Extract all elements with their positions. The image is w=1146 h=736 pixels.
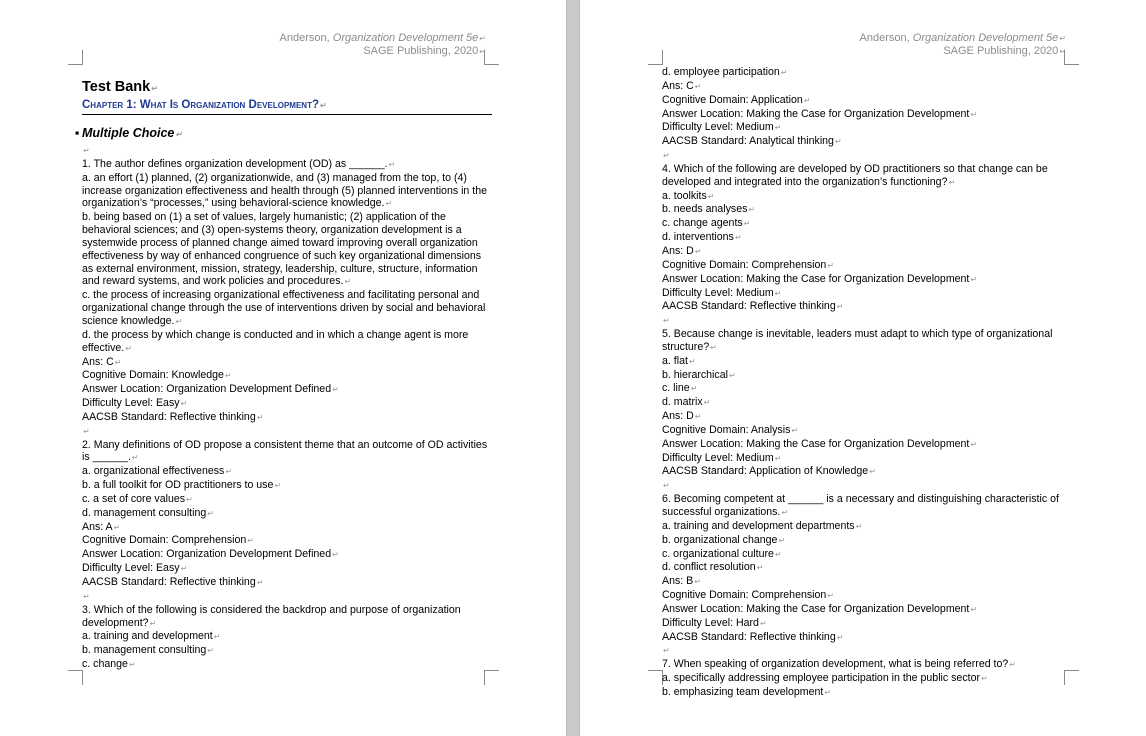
paragraph: Difficulty Level: Easy↵: [82, 562, 188, 575]
paragraph-mark: ↵: [225, 467, 233, 477]
paragraph-mark: ↵: [734, 233, 742, 243]
paragraph-mark: ↵: [332, 385, 339, 395]
paragraph: d. interventions↵: [662, 231, 742, 244]
paragraph-mark: ↵: [663, 481, 670, 491]
paragraph: Difficulty Level: Medium↵: [662, 451, 782, 464]
paragraph: Answer Location: Organization Development Defined↵: [82, 548, 339, 561]
paragraph-mark: ↵: [827, 260, 834, 270]
crop-mark-top-left: [648, 50, 663, 65]
paragraph: c. line↵: [662, 382, 698, 395]
paragraph: AACSB Standard: Reflective thinking↵: [82, 410, 264, 423]
paragraph: Cognitive Domain: Comprehension↵: [662, 589, 834, 602]
paragraph-mark: ↵: [970, 604, 978, 614]
chapter-heading: Chapter 1: What Is Organization Development?↵: [82, 98, 492, 115]
crop-mark-bottom-left: [68, 670, 83, 685]
paragraph-mark: ↵: [869, 467, 876, 477]
paragraph: Cognitive Domain: Analysis↵: [662, 423, 799, 436]
document-page-left[interactable]: [0, 0, 566, 736]
paragraph: AACSB Standard: Reflective thinking↵: [662, 630, 844, 643]
paragraph: d. the process by which change is conducted and in which a change agent is more effective.↵: [82, 328, 469, 354]
paragraph: Difficulty Level: Medium↵: [662, 286, 782, 299]
paragraph-mark: ↵: [125, 343, 132, 353]
paragraph-mark: ↵: [149, 618, 157, 628]
paragraph-mark: ↵: [247, 536, 254, 546]
section-heading: ▪ Multiple Choice↵: [75, 126, 183, 140]
paragraph: Difficulty Level: Easy↵: [82, 397, 188, 410]
paragraph-mark: ↵: [207, 646, 214, 656]
paragraph-mark: ↵: [728, 370, 736, 380]
paragraph: b. emphasizing team development↵: [662, 685, 832, 698]
paragraph-mark: ↵: [663, 151, 670, 161]
empty-paragraph: [82, 425, 492, 439]
paragraph-mark: ↵: [688, 356, 696, 366]
empty-paragraph: [82, 590, 492, 604]
paragraph-mark: ↵: [834, 137, 842, 147]
paragraph-mark: ↵: [774, 123, 782, 133]
paragraph-mark: ↵: [256, 578, 264, 587]
paragraph: b. hierarchical↵: [662, 368, 736, 381]
paragraph: a. flat↵: [662, 354, 696, 367]
paragraph-mark: ↵: [836, 302, 844, 312]
paragraph: Answer Location: Making the Case for Organization Development↵: [662, 602, 978, 615]
paragraph-mark: ↵: [128, 660, 136, 670]
paragraph: c. change↵: [82, 658, 136, 671]
paragraph-mark: ↵: [131, 453, 139, 463]
paragraph: d. employee participation↵: [662, 66, 788, 78]
paragraph-mark: ↵: [663, 646, 670, 656]
paragraph: Ans: C↵: [662, 79, 702, 92]
paragraph: c. a set of core values↵: [82, 492, 193, 505]
paragraph-mark: ↵: [344, 277, 352, 287]
paragraph: 3. Which of the following is considered the backdrop and purpose of organization development?↵: [82, 603, 461, 629]
paragraph-mark: ↵: [774, 549, 782, 559]
empty-paragraph: [662, 644, 1072, 658]
header-publisher: SAGE Publishing, 2020: [363, 45, 479, 57]
paragraph: 2. Many definitions of OD propose a consistent theme that an outcome of OD activities is ______.↵: [82, 438, 488, 464]
page-header: [860, 32, 1066, 58]
paragraph: Answer Location: Making the Case for Organization Development↵: [662, 107, 978, 120]
paragraph-mark: ↵: [256, 412, 264, 422]
paragraph-mark: ↵: [186, 494, 193, 504]
paragraph-mark: ↵: [385, 199, 393, 209]
paragraph-mark: ↵: [743, 219, 751, 229]
paragraph-mark: ↵: [213, 632, 221, 642]
paragraph: b. needs analyses↵: [662, 203, 756, 216]
paragraph-mark: ↵: [980, 674, 988, 684]
header-publisher: SAGE Publishing, 2020: [943, 45, 1059, 57]
paragraph-mark: ↵: [824, 687, 832, 697]
paragraph-mark: ↵: [694, 577, 701, 587]
crop-mark-top-right: [1064, 50, 1079, 65]
empty-paragraph: [82, 144, 492, 158]
paragraph-mark: ↵: [774, 288, 782, 298]
paragraph: d. management consulting↵: [82, 506, 214, 519]
paragraph-mark: ↵: [663, 316, 670, 326]
paragraph-mark: ↵: [791, 425, 799, 435]
paragraph: 5. Because change is inevitable, leaders must adapt to which type of organizational structure?↵: [662, 328, 1053, 353]
paragraph-mark: ↵: [756, 563, 764, 573]
paragraph-mark: ↵: [803, 95, 811, 105]
paragraph-mark: ↵: [113, 522, 121, 532]
paragraph: Answer Location: Making the Case for Organization Development↵: [662, 437, 978, 450]
paragraph: b. being based on (1) a set of values, largely humanistic; (2) application of the behavioral sciences; and (3) open-systems theory, organization development is a systemwide process of planned change aimed toward improving overall organization effectiveness by way of enhanced congruence of such key organizational dimensions as external environment, mission, strategy, leadership, culture, structure, information and reward systems, and work policies and procedures.↵: [82, 211, 482, 288]
paragraph: 4. Which of the following are developed by OD practitioners so that change can be developed and integrated into the organization’s functioning?↵: [662, 162, 1048, 188]
paragraph-mark: ↵: [694, 246, 702, 256]
paragraph-mark: ↵: [1009, 660, 1016, 670]
paragraph: Ans: D↵: [662, 410, 702, 423]
paragraph: Cognitive Domain: Comprehension↵: [662, 258, 834, 271]
paragraph: Ans: A↵: [82, 520, 121, 533]
crop-mark-top-left: [68, 50, 83, 65]
header-book-title: Organization Development 5e: [332, 32, 479, 44]
question-list-left: [82, 144, 492, 672]
paragraph-mark: ↵: [827, 591, 834, 601]
paragraph: AACSB Standard: Application of Knowledge↵: [662, 465, 876, 478]
paragraph: Cognitive Domain: Application↵: [662, 93, 811, 106]
paragraph-mark: ↵: [83, 146, 90, 155]
header-book-title: Organization Development 5e: [912, 32, 1059, 44]
paragraph-mark: ↵: [774, 453, 782, 463]
paragraph-mark: ↵: [332, 550, 339, 560]
empty-paragraph: [662, 149, 1072, 163]
paragraph-mark: ↵: [707, 191, 715, 201]
paragraph-mark: ↵: [83, 591, 90, 601]
paragraph: a. specifically addressing employee participation in the public sector↵: [662, 672, 988, 685]
paragraph-mark: ↵: [83, 426, 90, 436]
paragraph-mark: ↵: [781, 508, 789, 517]
paragraph-mark: ↵: [114, 357, 122, 367]
paragraph-mark: ↵: [703, 398, 711, 408]
paragraph: Cognitive Domain: Knowledge↵: [82, 369, 232, 382]
paragraph: AACSB Standard: Reflective thinking↵: [82, 576, 264, 588]
page-body-left[interactable]: [75, 78, 492, 672]
paragraph-mark: ↵: [224, 371, 232, 381]
paragraph-mark: ↵: [1059, 47, 1066, 56]
paragraph: Ans: D↵: [662, 244, 702, 257]
paragraph: a. organizational effectiveness↵: [82, 465, 233, 478]
paragraph: c. change agents↵: [662, 217, 751, 230]
question-list-right: [662, 66, 1072, 700]
paragraph: d. conflict resolution↵: [662, 561, 764, 574]
crop-mark-bottom-left: [648, 670, 663, 685]
paragraph-mark: ↵: [690, 384, 698, 394]
paragraph-mark: ↵: [207, 508, 214, 518]
paragraph-mark: ↵: [970, 274, 978, 284]
page-gutter: [566, 0, 580, 736]
paragraph-mark: ↵: [175, 316, 183, 326]
paragraph: Ans: C↵: [82, 355, 122, 368]
paragraph-mark: ↵: [1059, 34, 1066, 43]
paragraph: a. an effort (1) planned, (2) organizationwide, and (3) managed from the top, to (4) increase organization effectiveness and health through (5) planned interventions in the organization’s “processes,” using behavioral-science knowledge.↵: [82, 171, 487, 210]
paragraph: 6. Becoming competent at ______ is a necessary and distinguishing characteristic of successful organizations.↵: [662, 493, 1059, 518]
paragraph-mark: ↵: [710, 342, 717, 352]
paragraph: b. organizational change↵: [662, 533, 786, 546]
paragraph-mark: ↵: [748, 205, 756, 215]
paragraph-mark: ↵: [759, 618, 767, 628]
crop-mark-bottom-right: [484, 670, 499, 685]
paragraph-mark: ↵: [694, 412, 702, 422]
paragraph-mark: ↵: [970, 439, 978, 449]
paragraph-mark: ↵: [694, 81, 702, 91]
paragraph-mark: ↵: [970, 109, 978, 119]
paragraph-mark: ↵: [836, 632, 844, 642]
paragraph: 7. When speaking of organization development, what is being referred to?↵: [662, 658, 1016, 671]
paragraph-mark: ↵: [780, 68, 788, 77]
paragraph: a. training and development departments↵: [662, 519, 863, 532]
paragraph: 1. The author defines organization development (OD) as ______.↵: [82, 157, 396, 170]
header-author: Anderson,: [859, 32, 910, 44]
paragraph-mark: ↵: [388, 159, 396, 169]
paragraph: Answer Location: Organization Development Defined↵: [82, 383, 339, 396]
paragraph-mark: ↵: [180, 564, 188, 574]
paragraph: Difficulty Level: Medium↵: [662, 121, 782, 134]
paragraph-mark: ↵: [479, 34, 486, 43]
paragraph: AACSB Standard: Reflective thinking↵: [662, 300, 844, 313]
paragraph-mark: ↵: [855, 521, 863, 531]
paragraph-mark: ↵: [778, 535, 786, 545]
header-author: Anderson,: [279, 32, 330, 44]
paragraph: Difficulty Level: Hard↵: [662, 616, 767, 629]
paragraph-mark: ↵: [948, 177, 956, 187]
paragraph: Ans: B↵: [662, 575, 701, 588]
paragraph: b. a full toolkit for OD practitioners to use↵: [82, 479, 282, 492]
page-body-right[interactable]: [662, 66, 1072, 700]
paragraph-mark: ↵: [274, 481, 282, 491]
paragraph: d. matrix↵: [662, 396, 711, 409]
paragraph: c. organizational culture↵: [662, 547, 782, 560]
document-title: Test Bank↵: [82, 79, 158, 95]
crop-mark-top-right: [484, 50, 499, 65]
paragraph: Answer Location: Making the Case for Organization Development↵: [662, 272, 978, 285]
page-header: [280, 32, 486, 58]
paragraph: c. the process of increasing organizational effectiveness and facilitating personal and organizational change through the use of interventions driven by social and behavioral science knowledge.↵: [82, 289, 486, 327]
paragraph: a. toolkits↵: [662, 189, 715, 202]
paragraph: b. management consulting↵: [82, 644, 214, 657]
paragraph-mark: ↵: [180, 399, 188, 409]
paragraph: Cognitive Domain: Comprehension↵: [82, 534, 254, 547]
paragraph: a. training and development↵: [82, 630, 221, 643]
document-page-right[interactable]: [580, 0, 1146, 736]
paragraph-mark: ↵: [479, 47, 486, 56]
empty-paragraph: [662, 479, 1072, 493]
empty-paragraph: [662, 314, 1072, 328]
paragraph: AACSB Standard: Analytical thinking↵: [662, 135, 842, 148]
